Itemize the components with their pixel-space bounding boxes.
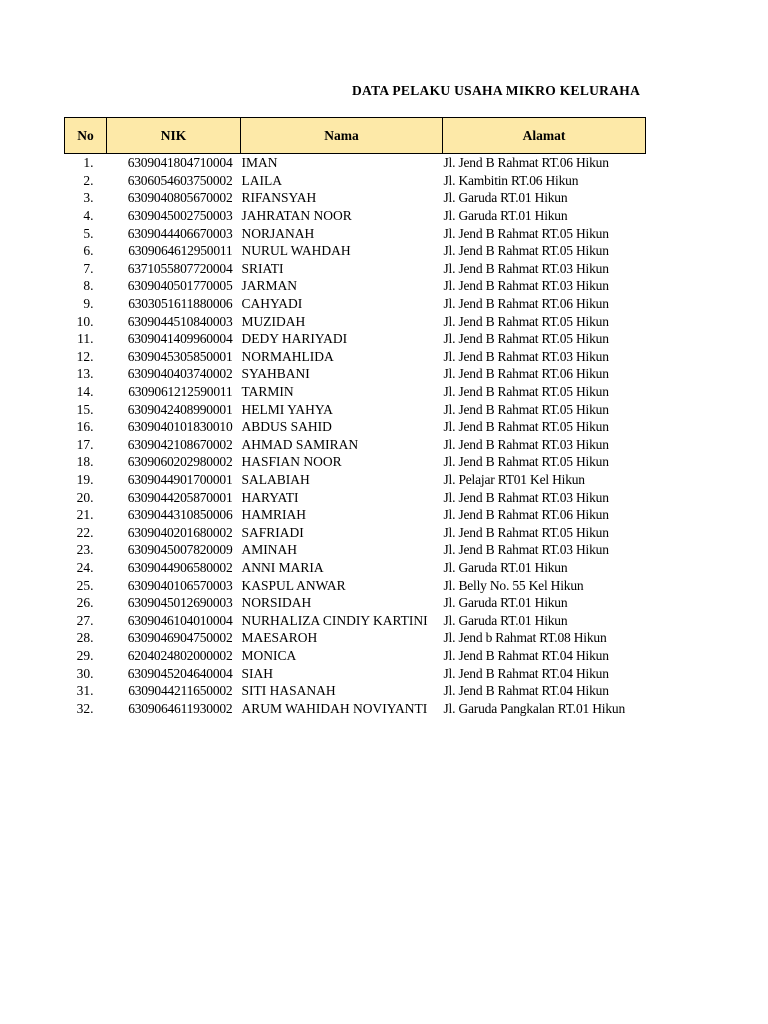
cell-nik: 6309044211650002 [128, 683, 233, 699]
cell-nik: 6309064612950011 [128, 243, 233, 259]
cell-nama: NURHALIZA CINDIY KARTINI [241, 612, 428, 628]
cell-nama: LAILA [241, 172, 282, 188]
cell-nik: 6309040501770005 [127, 278, 233, 294]
cell-alamat: Jl. Jend B Rahmat RT.06 Hikun [443, 155, 609, 171]
table-row [65, 260, 646, 278]
table-row [65, 647, 646, 665]
cell-alamat: Jl. Pelajar RT01 Kel Hikun [443, 471, 585, 487]
column-header-nik: NIK [107, 118, 241, 154]
cell-no: 28. [76, 630, 94, 646]
table-row [65, 576, 646, 594]
cell-nama: SITI HASANAH [241, 683, 336, 699]
cell-no: 2. [83, 172, 94, 188]
column-header-nama: Nama [241, 118, 443, 154]
cell-nik: 6309045204640004 [127, 665, 233, 681]
table-row [65, 189, 646, 207]
cell-no: 7. [83, 260, 94, 276]
cell-alamat: Jl. Jend B Rahmat RT.05 Hikun [443, 454, 609, 470]
cell-nik: 6309040201680002 [127, 524, 233, 540]
table-row [65, 400, 646, 418]
cell-alamat: Jl. Jend B Rahmat RT.03 Hikun [443, 489, 609, 505]
cell-alamat: Jl. Jend B Rahmat RT.04 Hikun [443, 683, 609, 699]
cell-nama: HASFIAN NOOR [241, 454, 342, 470]
cell-nik: 6309044901700001 [127, 471, 233, 487]
cell-nik: 6371055807720004 [127, 260, 233, 276]
cell-nama: MUZIDAH [241, 313, 306, 329]
table-row [65, 348, 646, 366]
cell-nik: 6309042408990001 [127, 401, 233, 417]
cell-nik: 6309040805670002 [127, 190, 233, 206]
cell-no: 14. [76, 384, 94, 400]
cell-nik: 6309044310850006 [127, 507, 233, 523]
cell-nama: RIFANSYAH [241, 190, 317, 206]
cell-nama: SIAH [241, 665, 274, 681]
table-row [65, 295, 646, 313]
cell-nama: HELMI YAHYA [241, 401, 333, 417]
data-table [64, 117, 646, 717]
cell-alamat: Jl. Jend B Rahmat RT.05 Hikun [443, 243, 609, 259]
table-header [65, 118, 646, 154]
cell-alamat: Jl. Kambitin RT.06 Hikun [443, 172, 579, 188]
cell-nama: ANNI MARIA [241, 559, 324, 575]
cell-nik: 6309041409960004 [127, 331, 233, 347]
cell-no: 18. [76, 454, 94, 470]
cell-nama: CAHYADI [241, 296, 303, 312]
table-row [65, 224, 646, 242]
cell-alamat: Jl. Jend B Rahmat RT.05 Hikun [443, 313, 609, 329]
cell-nik: 6309046904750002 [127, 630, 233, 646]
cell-no: 25. [76, 577, 94, 593]
cell-no: 17. [76, 436, 94, 452]
cell-nik: 6309040403740002 [127, 366, 233, 382]
cell-nama: SRIATI [241, 260, 284, 276]
table-row [65, 559, 646, 577]
cell-alamat: Jl. Jend B Rahmat RT.03 Hikun [443, 260, 609, 276]
cell-nama: MONICA [241, 647, 297, 663]
cell-nik: 6204024802000002 [127, 647, 233, 663]
cell-no: 1. [83, 155, 94, 171]
cell-nik: 6306054603750002 [127, 172, 233, 188]
table-row [65, 453, 646, 471]
cell-no: 20. [76, 489, 94, 505]
cell-no: 5. [83, 225, 94, 241]
cell-nik: 6309045002750003 [127, 208, 233, 224]
cell-nik: 6309044406670003 [127, 225, 233, 241]
column-header-alamat: Alamat [443, 118, 646, 154]
cell-nik: 6309045007820009 [127, 542, 233, 558]
table-row [65, 594, 646, 612]
cell-nama: NORMAHLIDA [241, 348, 334, 364]
cell-nama: TARMIN [241, 384, 294, 400]
cell-nik: 6309044906580002 [127, 559, 233, 575]
table-row [65, 172, 646, 190]
table-row [65, 418, 646, 436]
table-row [65, 277, 646, 295]
cell-no: 15. [76, 401, 94, 417]
cell-nama: NORSIDAH [241, 595, 312, 611]
cell-alamat: Jl. Jend B Rahmat RT.05 Hikun [443, 225, 609, 241]
cell-no: 23. [76, 542, 94, 558]
cell-nama: NORJANAH [241, 225, 315, 241]
cell-nik: 6303051611880006 [128, 296, 233, 312]
table-row [65, 629, 646, 647]
table-row [65, 611, 646, 629]
column-header-no: No [65, 118, 107, 154]
cell-nama: SAFRIADI [241, 524, 304, 540]
cell-no: 12. [76, 348, 94, 364]
cell-nama: DEDY HARIYADI [241, 331, 348, 347]
cell-no: 4. [83, 208, 94, 224]
cell-nik: 6309045012690003 [127, 595, 233, 611]
cell-alamat: Jl. Jend B Rahmat RT.03 Hikun [443, 278, 609, 294]
cell-nik: 6309046104010004 [127, 612, 233, 628]
header-row [65, 118, 646, 154]
cell-alamat: Jl. Belly No. 55 Kel Hikun [443, 577, 584, 593]
table-row [65, 330, 646, 348]
cell-alamat: Jl. Jend b Rahmat RT.08 Hikun [443, 630, 607, 646]
cell-alamat: Jl. Garuda Pangkalan RT.01 Hikun [443, 700, 626, 716]
cell-no: 16. [76, 419, 94, 435]
table-row [65, 312, 646, 330]
cell-alamat: Jl. Jend B Rahmat RT.04 Hikun [443, 665, 609, 681]
cell-nama: SYAHBANI [241, 366, 310, 382]
table-row [65, 471, 646, 489]
table-row [65, 699, 646, 717]
table-row [65, 207, 646, 225]
table-row [65, 488, 646, 506]
cell-alamat: Jl. Jend B Rahmat RT.05 Hikun [443, 401, 609, 417]
cell-no: 24. [76, 559, 94, 575]
cell-alamat: Jl. Jend B Rahmat RT.03 Hikun [443, 542, 609, 558]
cell-no: 13. [76, 366, 94, 382]
cell-alamat: Jl. Jend B Rahmat RT.06 Hikun [443, 507, 609, 523]
cell-nama: KASPUL ANWAR [241, 577, 346, 593]
cell-nik: 6309044510840003 [127, 313, 233, 329]
table-row [65, 436, 646, 454]
cell-no: 9. [83, 296, 94, 312]
table-row [65, 523, 646, 541]
cell-nama: HAMRIAH [241, 507, 307, 523]
table-row [65, 664, 646, 682]
cell-nama: JAHRATAN NOOR [241, 208, 352, 224]
cell-no: 21. [76, 507, 94, 523]
cell-nama: MAESAROH [241, 630, 318, 646]
cell-no: 30. [76, 665, 94, 681]
cell-alamat: Jl. Garuda RT.01 Hikun [443, 559, 568, 575]
cell-nama: ARUM WAHIDAH NOVIYANTI [241, 700, 428, 716]
table-row [65, 506, 646, 524]
cell-alamat: Jl. Jend B Rahmat RT.05 Hikun [443, 524, 609, 540]
cell-nama: IMAN [241, 155, 278, 171]
cell-nama: AMINAH [241, 542, 297, 558]
cell-no: 29. [76, 647, 94, 663]
cell-nik: 6309040101830010 [127, 419, 233, 435]
cell-no: 19. [76, 471, 94, 487]
cell-no: 22. [76, 524, 94, 540]
cell-nama: HARYATI [241, 489, 299, 505]
page-title: DATA PELAKU USAHA MIKRO KELURAHA [352, 83, 641, 98]
cell-nama: NURUL WAHDAH [241, 243, 351, 259]
cell-alamat: Jl. Garuda RT.01 Hikun [443, 208, 568, 224]
cell-alamat: Jl. Jend B Rahmat RT.05 Hikun [443, 384, 609, 400]
cell-nik: 6309040106570003 [127, 577, 233, 593]
table-row [65, 682, 646, 700]
table-row [65, 154, 646, 172]
cell-nama: ABDUS SAHID [241, 419, 332, 435]
cell-alamat: Jl. Jend B Rahmat RT.05 Hikun [443, 419, 609, 435]
cell-nik: 6309044205870001 [127, 489, 233, 505]
cell-no: 31. [76, 683, 94, 699]
cell-alamat: Jl. Jend B Rahmat RT.03 Hikun [443, 436, 609, 452]
table-row [65, 383, 646, 401]
cell-alamat: Jl. Garuda RT.01 Hikun [443, 595, 568, 611]
cell-no: 11. [77, 331, 94, 347]
cell-no: 3. [83, 190, 94, 206]
table-body [65, 154, 646, 718]
cell-nama: AHMAD SAMIRAN [241, 436, 359, 452]
cell-alamat: Jl. Garuda RT.01 Hikun [443, 190, 568, 206]
cell-alamat: Jl. Jend B Rahmat RT.06 Hikun [443, 366, 609, 382]
cell-nik: 6309064611930002 [128, 700, 233, 716]
cell-no: 6. [83, 243, 94, 259]
cell-nama: JARMAN [241, 278, 298, 294]
cell-nik: 6309060202980002 [127, 454, 233, 470]
table-row [65, 365, 646, 383]
cell-alamat: Jl. Jend B Rahmat RT.05 Hikun [443, 331, 609, 347]
cell-no: 32. [76, 700, 94, 716]
cell-nik: 6309061212590011 [128, 384, 233, 400]
cell-alamat: Jl. Jend B Rahmat RT.03 Hikun [443, 348, 609, 364]
cell-nik: 6309045305850001 [127, 348, 233, 364]
table-row [65, 242, 646, 260]
cell-nik: 6309042108670002 [127, 436, 233, 452]
cell-nama: SALABIAH [241, 471, 310, 487]
cell-no: 26. [76, 595, 94, 611]
cell-nik: 6309041804710004 [127, 155, 233, 171]
cell-alamat: Jl. Jend B Rahmat RT.04 Hikun [443, 647, 609, 663]
table-row [65, 541, 646, 559]
cell-alamat: Jl. Jend B Rahmat RT.06 Hikun [443, 296, 609, 312]
cell-no: 8. [83, 278, 94, 294]
cell-no: 27. [76, 612, 94, 628]
cell-no: 10. [76, 313, 94, 329]
cell-alamat: Jl. Garuda RT.01 Hikun [443, 612, 568, 628]
